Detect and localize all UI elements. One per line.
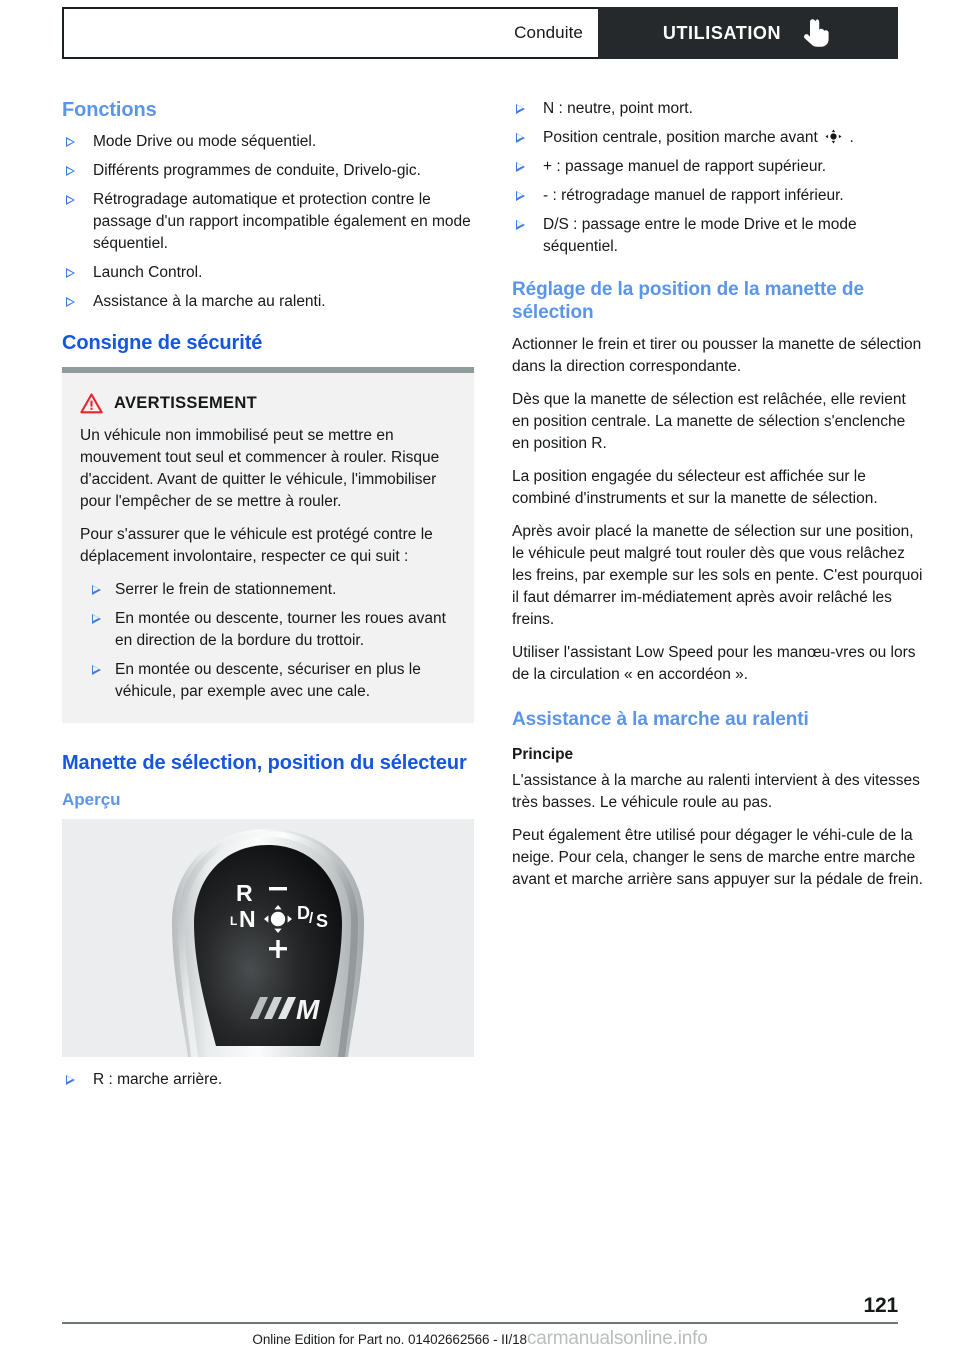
creep-paragraph: L'assistance à la marche au ralenti intervient à des vitesses très basses. Le véhicule roule au pas. <box>512 772 920 812</box>
list-item <box>512 127 924 149</box>
list-item-text: R : marche arrière. <box>93 1070 223 1088</box>
list-item-text: Position centrale, position marche avant <box>543 129 818 146</box>
list-item-text: D/S : passage entre le mode Drive et le mode séquentiel. <box>543 216 857 255</box>
right-column <box>512 98 924 891</box>
selector-positions-list <box>512 98 924 258</box>
assistance-ralenti-heading: Assistance à la marche au ralenti <box>512 709 809 731</box>
list-item <box>62 262 474 284</box>
warning-triangle-icon <box>80 393 103 414</box>
manette-selection-heading: Manette de sélection, position du sélecteur <box>62 751 467 774</box>
list-item <box>80 659 456 703</box>
header-section-tab <box>598 7 898 59</box>
svg-text:N: N <box>239 905 256 932</box>
warning-paragraph: Un véhicule non immobilisé peut se mettre en mouvement tout seul et commencer à rouler. Risque d'accident. Avant de quitter le véhicule, l'immobiliser pour l'empêcher de se mettre à rouler. <box>80 426 440 510</box>
bullet-triangle-icon <box>66 268 75 278</box>
list-item <box>512 214 924 258</box>
bullet-triangle-icon <box>516 162 525 172</box>
warning-label: AVERTISSEMENT <box>114 393 257 412</box>
bullet-triangle-icon <box>516 133 525 143</box>
bullet-triangle-icon <box>516 191 525 201</box>
list-item-text: Mode Drive ou mode séquentiel. <box>93 133 317 151</box>
list-item-suffix: . <box>849 129 854 146</box>
svg-text:S: S <box>316 910 329 931</box>
list-item-text: + : passage manuel de rapport supérieur. <box>543 158 827 175</box>
bullet-triangle-icon <box>66 137 75 147</box>
footer-divider <box>62 1322 898 1324</box>
header-section-label: UTILISATION <box>662 22 782 43</box>
warning-list <box>80 579 456 703</box>
svg-text:D: D <box>297 902 310 923</box>
adjust-paragraph: La position engagée du sélecteur est affichée sur le combiné d'instruments et sur la manette de sélection. <box>512 468 878 508</box>
list-item-text: Assistance à la marche au ralenti. <box>93 293 326 311</box>
svg-text:L: L <box>230 913 238 928</box>
bullet-triangle-icon <box>66 1075 75 1085</box>
gear-selector-knob-figure <box>62 819 474 1057</box>
page-number: 121 <box>863 1294 898 1317</box>
watermark: carmanualsonline.info <box>526 1328 708 1349</box>
adjust-paragraph: Après avoir placé la manette de sélection sur une position, le véhicule peut malgré tout rouler dès que vous relâchez les freins, par exemple sur les sols en pente. C'est pourquoi il faut démarrer im-médiatement après avoir relâché les freins. <box>512 523 923 629</box>
list-item <box>512 156 924 178</box>
list-item-text: N : neutre, point mort. <box>543 100 693 117</box>
list-item-text: Différents programmes de conduite, Drivelo-gic. <box>93 162 421 180</box>
pointing-hand-icon <box>803 18 829 48</box>
list-item <box>62 189 474 255</box>
list-item <box>62 131 474 153</box>
bullet-triangle-icon <box>516 220 525 230</box>
warning-paragraph: Pour s'assurer que le véhicule est protégé contre le déplacement involontaire, respecter ce qui suit : <box>80 525 433 565</box>
list-item-text: En montée ou descente, sécuriser en plus le véhicule, par exemple avec une cale. <box>115 660 421 700</box>
list-item <box>80 579 456 601</box>
apercu-heading: Aperçu <box>62 790 121 810</box>
principe-label: Principe <box>512 745 574 763</box>
header-chapter-label: Conduite <box>514 23 583 42</box>
adjust-paragraph: Utiliser l'assistant Low Speed pour les manœu-vres ou lors de la circulation « en accordéon ». <box>512 644 916 684</box>
bullet-triangle-icon <box>66 166 75 176</box>
bullet-triangle-icon <box>516 104 525 114</box>
fonctions-heading: Fonctions <box>62 99 157 121</box>
fonctions-list <box>62 131 474 313</box>
warning-box <box>62 367 474 723</box>
bullet-triangle-icon <box>92 585 101 595</box>
header-chapter-tab <box>62 7 598 59</box>
list-item <box>512 185 924 207</box>
creep-paragraph: Peut également être utilisé pour dégager le véhi-cule de la neige. Pour cela, changer le sens de marche entre marche avant et marche arrière sans appuyer sur la pédale de frein. <box>512 827 923 889</box>
reglage-position-heading: Réglage de la position de la manette de sélection <box>512 279 864 324</box>
adjust-paragraph: Dès que la manette de sélection est relâchée, elle revient en position centrale. La manette de sélection s'enclenche en position R. <box>512 391 906 453</box>
bullet-triangle-icon <box>92 665 101 675</box>
list-item-text: Launch Control. <box>93 264 203 282</box>
svg-text:M: M <box>296 993 320 1025</box>
list-item-text: En montée ou descente, tourner les roues avant en direction de la bordure du trottoir. <box>115 609 446 649</box>
consigne-securite-heading: Consigne de sécurité <box>62 332 263 355</box>
footer-line <box>0 1328 960 1350</box>
joystick-center-icon <box>818 129 850 146</box>
list-item <box>62 160 474 182</box>
edition-note: Online Edition for Part no. 01402662566 - II/18 <box>252 1332 527 1347</box>
bullet-triangle-icon <box>66 297 75 307</box>
list-item-text: Serrer le frein de stationnement. <box>115 580 337 598</box>
bullet-triangle-icon <box>66 195 75 205</box>
warning-header <box>80 393 456 414</box>
figure-caption-list <box>62 1069 474 1091</box>
svg-text:R: R <box>236 879 253 906</box>
bullet-triangle-icon <box>92 614 101 624</box>
list-item-text: Rétrogradage automatique et protection contre le passage d'un rapport incompatible également en mode séquentiel. <box>93 191 471 253</box>
left-column <box>62 98 474 1101</box>
list-item <box>80 608 456 652</box>
page-header <box>62 7 898 59</box>
list-item <box>512 98 924 120</box>
list-item-text: - : rétrogradage manuel de rapport inférieur. <box>543 187 844 204</box>
adjust-paragraph: Actionner le frein et tirer ou pousser la manette de sélection dans la direction correspondante. <box>512 336 922 376</box>
svg-text:/: / <box>309 909 314 927</box>
list-item <box>62 291 474 313</box>
list-item <box>62 1069 474 1091</box>
